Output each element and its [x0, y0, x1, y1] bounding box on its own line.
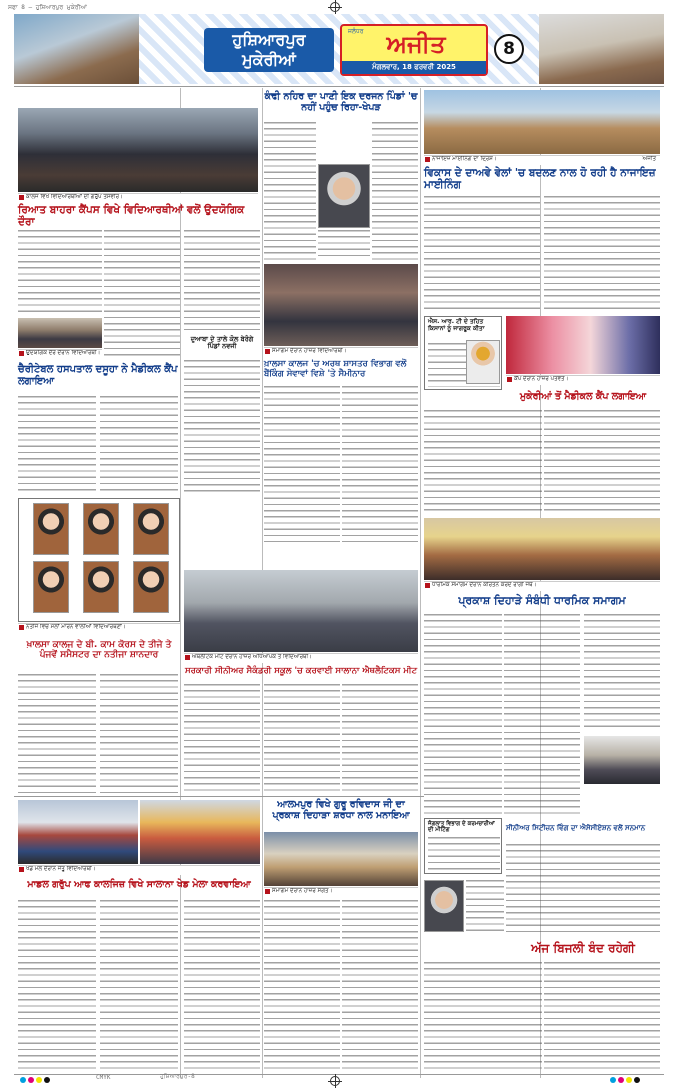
industrial-visit-photo [18, 318, 102, 348]
khalsa-result-body-2 [100, 674, 178, 794]
mining-headline: ਵਿਕਾਸ ਦੇ ਦਾਅਵੇ ਵੇਲਾਂ 'ਚ ਬਦਲਣ ਨਾਲ ਹੋ ਰਹੀ ਹੈ ਨਾਜਾਇਜ਼ ਮਾਈਨਿੰਗ [424, 167, 656, 192]
masthead [14, 14, 664, 84]
athletics-caption: ਐਥਲੈਟਿਕ ਮੀਟ ਦੌਰਾਨ ਹਾਜ਼ਰ ਅਧਿਆਪਕ ਤੇ ਵਿਦਿਆਰਥੀ। [184, 653, 418, 663]
guru-ravidas-caption: ਸਮਾਗਮ ਦੌਰਾਨ ਹਾਜ਼ਰ ਸੰਗਤ। [264, 887, 418, 897]
black-dot-icon [634, 1077, 640, 1083]
canal-person-photo [318, 164, 370, 228]
senior-citizens-portrait [424, 880, 464, 932]
guru-ravidas-body [264, 900, 340, 1070]
sports-headline: ਮਾਡਲ ਗਰੁੱਪ ਆਫ ਕਾਲਜਿਜ਼ ਵਿਖੇ ਸਾਲਾਨਾ ਖੇਡ ਮੇਲਾ ਕਰਵਾਇਆ [27, 879, 251, 890]
sports-body-2 [100, 900, 178, 1070]
khalsa-result-body [18, 674, 96, 794]
athletics-photo [184, 570, 418, 652]
page-number: 8 [494, 34, 524, 64]
canal-body [264, 122, 316, 260]
khalsa-bank-body-2 [342, 386, 418, 542]
sports-caption: ਖੇਡ ਮੇਲੇ ਦੌਰਾਨ ਜੇਤੂ ਵਿਦਿਆਰਥੀ। [18, 865, 260, 875]
khalsa-bank-headline: ਖ਼ਾਲਸਾ ਕਾਲਜ 'ਚ ਅਰਥ ਸ਼ਾਸਤਰ ਵਿਭਾਗ ਵਲੋਂ ਬੈਂਕਿੰਗ ਸੇਵਾਵਾਂ ਵਿਸ਼ੇ 'ਤੇ ਸੈਮੀਨਾਰ [264, 359, 407, 379]
industrial-visit-headline: ਰਿਆਤ ਬਾਹਰਾ ਕੈਂਪਸ ਵਿਖੇ ਵਿਦਿਆਰਥੀਆਂ ਵਲੋਂ ਉਦਯੋਗਿਕ ਦੌਰਾ [18, 204, 245, 229]
athletics-body-3 [342, 684, 418, 794]
yellow-dot-icon [626, 1077, 632, 1083]
group-photo [18, 108, 258, 192]
black-dot-icon [44, 1077, 50, 1083]
class-photo-caption: ਸਮਾਗਮ ਦੌਰਾਨ ਹਾਜ਼ਰ ਵਿਦਿਆਰਥੀ। [264, 347, 418, 357]
mining-photo-caption [424, 155, 660, 165]
parkash-body-2 [504, 614, 580, 814]
electricity-body-2 [544, 962, 660, 1070]
column-rule [420, 88, 421, 1078]
row-rule [14, 1074, 664, 1075]
registration-mark-icon [330, 1076, 340, 1086]
paper-logo [340, 24, 488, 76]
khalsa-bank-body [264, 386, 340, 542]
inset-portrait [466, 340, 500, 384]
khalsa-result-headline: ਖ਼ਾਲਸਾ ਕਾਲਜ ਦੇ ਬੀ. ਕਾਮ ਕੋਰਸ ਦੇ ਤੀਜੇ ਤੇ ਪੰਜਵੇਂ ਸਮੈਸਟਰ ਦਾ ਨਤੀਜਾ ਸ਼ਾਨਦਾਰ [26, 640, 172, 661]
parkash-headline: ਪ੍ਰਕਾਸ਼ ਦਿਹਾੜੇ ਸੰਬੰਧੀ ਧਾਰਮਿਕ ਸਮਾਗਮ [458, 594, 626, 607]
senior-citizens-body-2 [466, 880, 504, 932]
medical-camp-caption: ਕੈਂਪ ਦੌਰਾਨ ਹਾਜ਼ਰ ਪਤਵੰਤੇ। [506, 375, 660, 385]
parkash-body [424, 614, 502, 814]
industrial-visit-caption: ਉਦਯੋਗਿਕ ਦੌਰੇ ਦੌਰਾਨ ਵਿਦਿਆਰਥੀ। [18, 349, 102, 359]
cyan-dot-icon [610, 1077, 616, 1083]
color-registration-dots [20, 1077, 50, 1083]
guru-ravidas-headline: ਆਲਮਪੁਰ ਵਿਖੇ ਗੁਰੂ ਰਵਿਦਾਸ ਜੀ ਦਾ ਪ੍ਰਕਾਸ਼ ਦਿਹਾੜਾ ਸ਼ਰਧਾ ਨਾਲ ਮਨਾਇਆ [272, 799, 410, 821]
page-ref: ਹੁਸ਼ਿਆਰਪੁਰ-8 [160, 1073, 195, 1080]
electricity-headline: ਅੱਜ ਬਿਜਲੀ ਬੰਦ ਰਹੇਗੀ [531, 941, 635, 955]
print-info-strip: ਸਫਾ 8 — ਹੁਸ਼ਿਆਰਪੁਰ ਮੁਕੇਰੀਆਂ [8, 4, 87, 11]
small-inset-headline: ਜੰਗਲਾਤ ਵਿਭਾਗ ਦੇ ਕਰਮਚਾਰੀਆਂ ਦੀ ਮੀਟਿੰਗ [428, 821, 495, 834]
guru-ravidas-photo [264, 832, 418, 886]
student-portrait [83, 503, 119, 555]
student-portrait [83, 561, 119, 613]
hospital-body-2 [100, 396, 178, 494]
paper-edition-tag: ਜਲੰਧਰ [348, 28, 364, 35]
student-portrait [33, 503, 69, 555]
athletics-body [184, 684, 260, 794]
athletics-body-2 [264, 684, 340, 794]
student-portrait [133, 561, 169, 613]
student-portrait [33, 561, 69, 613]
sports-body [18, 900, 96, 1070]
industrial-visit-body [18, 230, 102, 316]
class-photo [264, 264, 418, 346]
kirtan-photo [424, 518, 660, 580]
mining-field-photo [424, 90, 660, 154]
medical-camp-headline: ਮੁਕੇਰੀਆਂ ਤੋਂ ਮੈਡੀਕਲ ਕੈਂਪ ਲਗਾਇਆ [519, 391, 647, 402]
canal-body-3 [318, 230, 370, 260]
registration-mark-icon [330, 2, 340, 12]
medical-camp-photo [506, 316, 660, 374]
student-portrait [133, 503, 169, 555]
cmyk-label: CMYK [96, 1074, 111, 1081]
small-inset-body [428, 837, 500, 871]
medical-camp-body [424, 410, 542, 514]
students-grid [18, 498, 180, 622]
medical-camp-body-2 [544, 410, 660, 514]
hospital-headline: ਚੈਰੀਟੇਬਲ ਹਸਪਤਾਲ ਦਸੂਹਾ ਨੇ ਮੈਡੀਕਲ ਕੈਂਪ ਲਗਾਇਆ [18, 364, 178, 387]
magenta-dot-icon [28, 1077, 34, 1083]
sports-photo-2 [140, 800, 260, 864]
sports-photo-1 [18, 800, 138, 864]
masthead-photo-left [14, 14, 139, 84]
canal-body-2 [372, 122, 418, 260]
column-rule [180, 88, 181, 1078]
row-rule [14, 86, 664, 87]
mining-body [424, 196, 540, 312]
mining-caption-credit: ਅਜੀਤ [642, 156, 656, 162]
kirtan-caption: ਧਾਰਮਿਕ ਸਮਾਗਮ ਦੌਰਾਨ ਕੀਰਤਨ ਕਰਦੇ ਰਾਗੀ ਜਥੇ। [424, 581, 660, 591]
canal-headline: ਕੰਢੀ ਨਹਿਰ ਦਾ ਪਾਣੀ ਇਕ ਦਰਜਨ ਪਿੰਡਾਂ 'ਚ ਨਹੀਂ ਪਹੁੰਚ ਰਿਹਾ-ਖੇਪੜ [264, 91, 418, 113]
magenta-dot-icon [618, 1077, 624, 1083]
electricity-body [424, 962, 542, 1070]
section-title: ਹੁਸ਼ਿਆਰਪੁਰ ਮੁਕੇਰੀਆਂ [204, 28, 334, 72]
senior-citizens-photo [584, 736, 660, 784]
senior-citizens-body [506, 844, 660, 934]
aap-inset-headline: ਐਸ. ਆਰ. ਟੀ ਦੇ ਤਹਿਤ ਕਿਸਾਨਾਂ ਨੂੰ ਜਾਗਰੂਕ ਕੀਤਾ [428, 318, 485, 332]
sports-body-3 [184, 900, 260, 1070]
hospital-body [18, 396, 96, 494]
parkash-body-3 [584, 614, 660, 732]
yellow-dot-icon [36, 1077, 42, 1083]
industrial-visit-body-3 [184, 230, 260, 330]
small-inset-box [424, 818, 502, 874]
students-caption: ਨਤੀਜੇ ਵਿਚ ਮੱਲਾਂ ਮਾਰਨ ਵਾਲੀਆਂ ਵਿਦਿਆਰਥਣਾਂ। [18, 623, 180, 633]
mining-caption-text: ਨਾਜਾਇਜ਼ ਮਾਈਨਿੰਗ ਦਾ ਦ੍ਰਿਸ਼। [432, 156, 497, 162]
doab-headline: ਦੁਆਬਾ ਦੇ ਤਾਲੇ ਕੋਲ ਬੇਰੰਗੇ ਪਿੰਡਾਂ ਨਵਜੀ [190, 335, 254, 351]
doab-body [184, 360, 260, 494]
industrial-visit-body-2 [104, 230, 180, 360]
mining-body-2 [544, 196, 660, 312]
guru-ravidas-body-2 [342, 900, 418, 1070]
senior-citizens-headline: ਸੀਨੀਅਰ ਸਿਟੀਜ਼ਨ ਵਿੰਗ ਦਾ ਐਸੋਸੀਏਸ਼ਨ ਵਲੋਂ ਸਨਮਾਨ [506, 824, 646, 832]
row-rule [14, 796, 424, 797]
masthead-photo-right [539, 14, 664, 84]
group-photo-caption: ਕਾਲਜ ਵਿਖੇ ਵਿਦਿਆਰਥੀਆਂ ਦੀ ਗਰੁੱਪ ਤਸਵੀਰ। [18, 193, 258, 203]
color-registration-dots [610, 1077, 640, 1083]
issue-date: ਮੰਗਲਵਾਰ, 18 ਫਰਵਰੀ 2025 [342, 61, 486, 74]
cyan-dot-icon [20, 1077, 26, 1083]
paper-name: ਅਜੀਤ [386, 30, 446, 58]
athletics-headline: ਸਰਕਾਰੀ ਸੀਨੀਅਰ ਸੈਕੰਡਰੀ ਸਕੂਲ 'ਚ ਕਰਵਾਈ ਸਾਲਾਨਾ ਐਥਲੈਟਿਕਸ ਮੀਟ [184, 666, 418, 676]
